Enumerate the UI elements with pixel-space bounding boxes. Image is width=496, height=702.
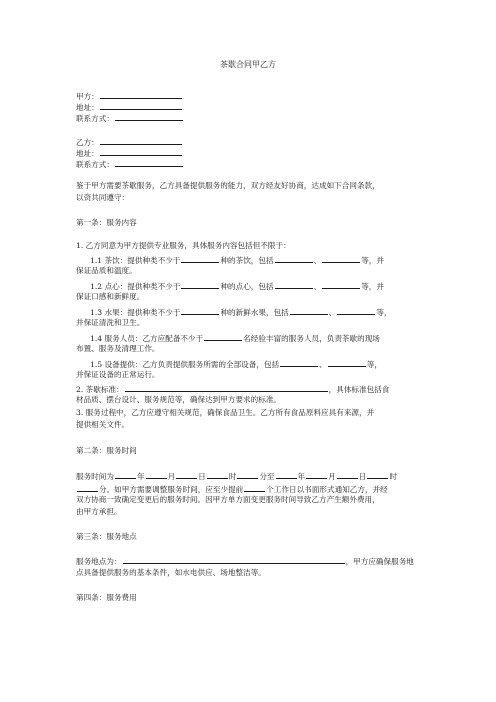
party-b-address: 地址： (76, 147, 183, 159)
blank-field[interactable] (100, 101, 182, 110)
item-1-3: 1.3 水果：提供种类不少于 种的新鲜水果，包括 、 等， (90, 308, 392, 317)
blank-field[interactable] (337, 306, 375, 315)
article1-para-3-cont: 提供相关文件。 (76, 420, 130, 429)
blank-field[interactable] (115, 470, 136, 479)
item-1-1-cont: 保证品质和温度。 (76, 266, 137, 275)
blank-field[interactable] (337, 470, 358, 479)
blank-field[interactable] (290, 306, 328, 315)
service-time-line-2: 分。如甲方需要调整服务时间，应至少提前 个工作日以书面形式通知乙方，并经 (76, 483, 388, 495)
blank-field[interactable] (181, 306, 219, 315)
article2-line: 由甲方承担。 (76, 507, 122, 516)
preamble-line: 以资共同遵守： (76, 193, 130, 202)
blank-field[interactable] (176, 470, 197, 479)
article1-para: 1. 乙方同意为甲方提供专业服务，具体服务内容包括但不限于： (76, 241, 291, 250)
blank-field[interactable] (115, 112, 183, 121)
article3-heading: 第三条：服务地点 (76, 532, 137, 541)
item-1-4: 1.4 服务人员：乙方应配备不少于 名经验丰富的服务人员，负责茶歇的现场 (90, 334, 380, 343)
blank-field[interactable] (100, 90, 182, 99)
blank-field[interactable] (322, 280, 360, 289)
blank-field[interactable] (275, 254, 313, 263)
blank-field[interactable] (100, 136, 182, 145)
article2-line: 双方协商一致确定变更后的服务时间。因甲方单方面变更服务时间导致乙方产生额外费用， (76, 495, 380, 504)
item-1-5: 1.5 设备提供：乙方负责提供服务所需的全部设备，包括 、 等， (90, 360, 382, 369)
blank-field[interactable] (146, 470, 167, 479)
blank-field[interactable] (115, 158, 183, 167)
page-title: 茶歇合同甲乙方 (220, 60, 276, 69)
article1-heading: 第一条：服务内容 (76, 218, 137, 227)
item-1-3-cont: 并保证清洗和卫生。 (76, 318, 145, 327)
article2-heading: 第二条：服务时间 (76, 446, 137, 455)
article1-para-2-cont: 材品质、摆台设计、服务规范等，确保达到甲方要求的标准。 (76, 395, 282, 404)
party-a-address: 地址： (76, 101, 183, 113)
blank-field[interactable] (125, 383, 328, 392)
service-time-line: 服务时间为 年 月 日 时 分至 年 月 日 时 (76, 472, 397, 481)
blank-field[interactable] (275, 280, 313, 289)
article4-heading: 第四条：服务费用 (76, 593, 137, 602)
article1-para-2: 2. 茶歇标准： ，具体标准包括食 (76, 385, 390, 394)
item-1-2-cont: 保证口感和新鲜度。 (76, 292, 145, 301)
preamble-line: 鉴于甲方需要茶歇服务，乙方具备提供服务的能力，双方经友好协商，达成如下合同条款， (76, 181, 380, 190)
blank-field[interactable] (367, 470, 388, 479)
party-a-contact: 联系方式： (76, 112, 184, 124)
blank-field[interactable] (77, 483, 98, 492)
blank-field[interactable] (328, 358, 366, 367)
party-b-contact: 联系方式： (76, 158, 184, 170)
blank-field[interactable] (280, 358, 318, 367)
party-a-name: 甲方： (76, 90, 183, 102)
item-1-4-cont: 布置、服务及清理工作。 (76, 344, 160, 353)
blank-field[interactable] (322, 254, 360, 263)
party-b-name: 乙方： (76, 136, 183, 148)
blank-field[interactable] (204, 332, 242, 341)
blank-field[interactable] (181, 254, 219, 263)
service-location-line: 服务地点为： ，甲方应确保服务地 (76, 557, 414, 566)
blank-field[interactable] (100, 147, 182, 156)
blank-field[interactable] (237, 470, 258, 479)
item-1-5-cont: 并保证设备的正常运行。 (76, 370, 160, 379)
article1-para-3: 3. 服务过程中，乙方应遵守相关规范，确保食品卫生。乙方所有食品原料应具有来源，并 (76, 408, 375, 417)
blank-field[interactable] (207, 470, 228, 479)
article3-line: 点具备提供服务的基本条件，如水电供应、场地整洁等。 (76, 568, 266, 577)
blank-field[interactable] (244, 483, 265, 492)
blank-field[interactable] (276, 470, 297, 479)
blank-field[interactable] (123, 555, 345, 564)
item-1-1: 1.1 茶饮：提供种类不少于 种的茶饮，包括 、 等，并 (90, 256, 384, 265)
item-1-2: 1.2 点心：提供种类不少于 种的点心，包括 、 等，并 (90, 282, 384, 291)
blank-field[interactable] (306, 470, 327, 479)
blank-field[interactable] (181, 280, 219, 289)
